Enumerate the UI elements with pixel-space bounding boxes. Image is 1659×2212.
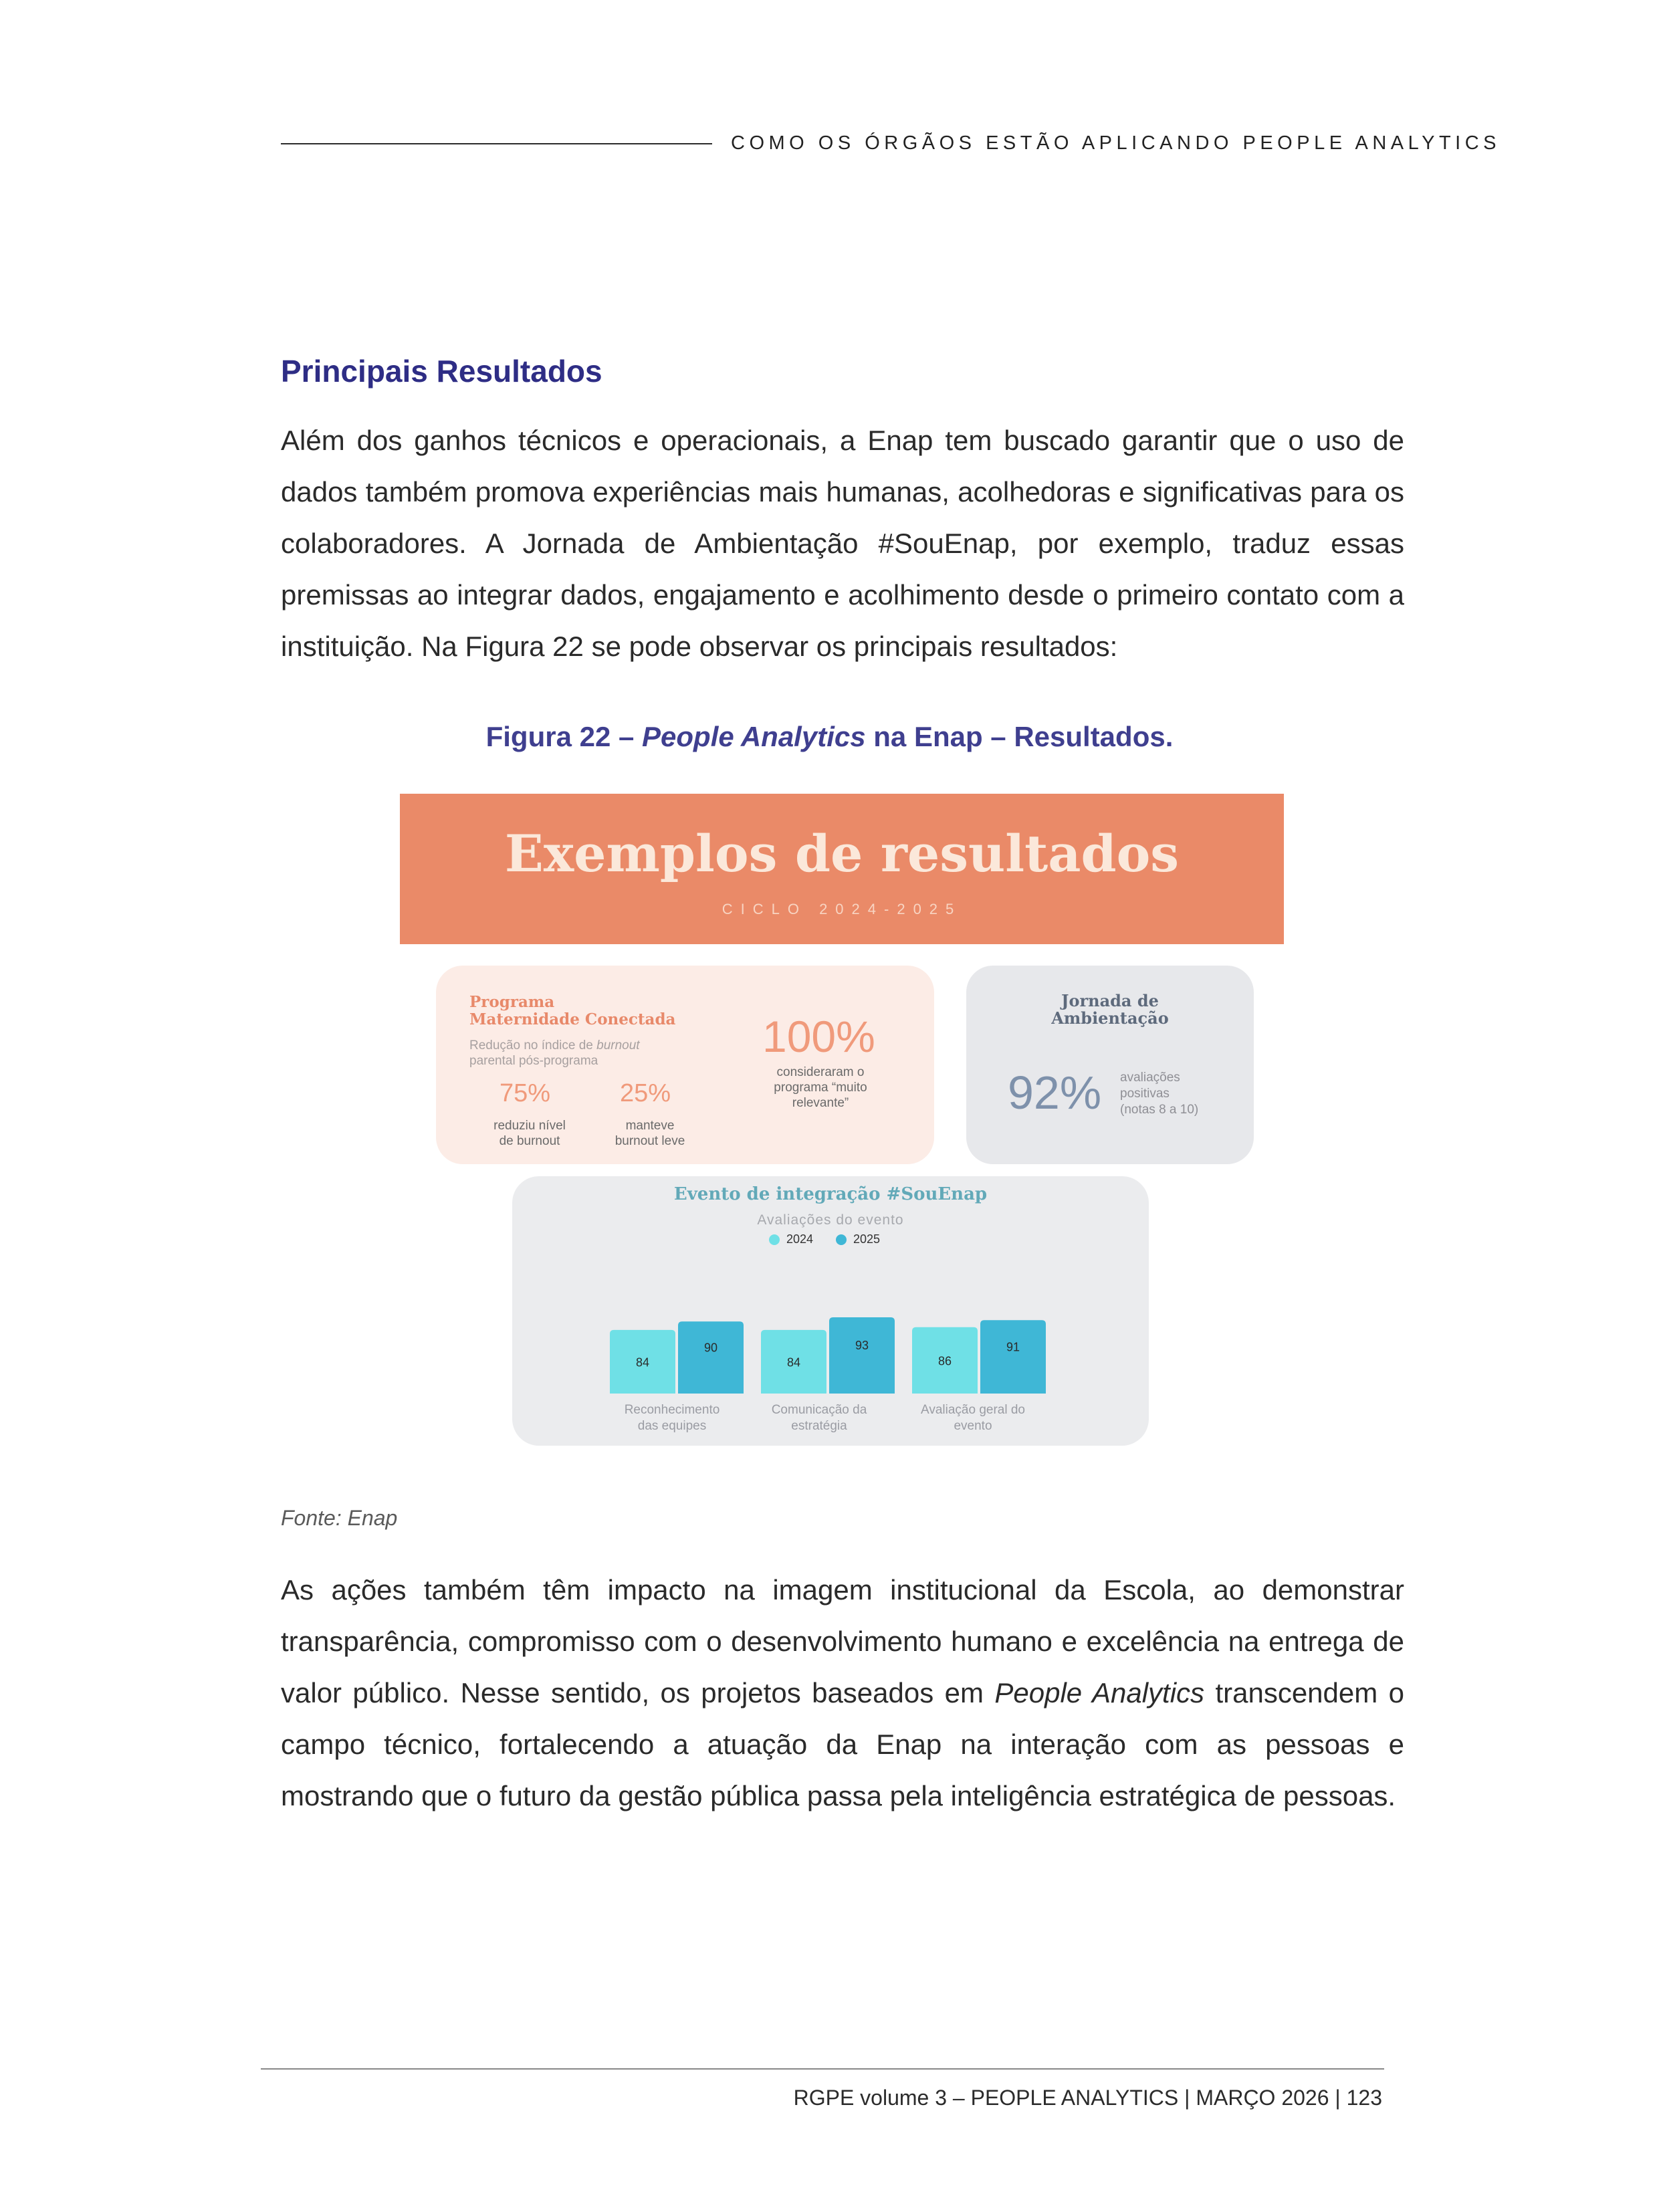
maternidade-title-line2: Maternidade Conectada (469, 1010, 676, 1028)
stat-25-label-line2: burnout leve (615, 1134, 685, 1148)
stat-75-label (479, 1118, 580, 1149)
jornada-card (966, 966, 1254, 1164)
bar-2025-1 (829, 1317, 895, 1394)
bar-label-2024-2: 86 (937, 1354, 952, 1368)
evento-chart-card (512, 1176, 1149, 1446)
category-label-reconhecimento (605, 1402, 739, 1434)
section-title: Principais Resultados (281, 354, 602, 389)
figure-source: Fonte: Enap (281, 1506, 398, 1530)
stat-25-label (600, 1118, 700, 1149)
maternidade-title (469, 994, 675, 1028)
stat-100-label-line2: programa “muito (774, 1081, 867, 1095)
footer-rule (261, 2068, 1384, 2070)
jornada-desc-line1: avaliações (1120, 1071, 1180, 1085)
body-paragraph-1: Além dos ganhos técnicos e operacionais, a Enap tem buscado garantir que o uso de dados também promova experiências mais humanas, acolhedoras e significativas para os colaboradores. A Jornada de Ambientação #SouEnap, por exemplo, traduz essas premissas ao integrar dados, engajamento e acolhimento desde o primeiro contato com a instituição. Na Figura 22 se pode observar os principais resultados: (281, 425, 1404, 662)
category-label-reconhecimento-line2: das equipes (637, 1419, 707, 1433)
stat-100-label-line1: consideraram o (776, 1065, 865, 1079)
caption-italic: People Analytics (642, 721, 866, 752)
p2-part1: As ações também têm impacto na imagem institucional da Escola, ao demonstrar transparência, compromisso com o desenvolvimento humano e excelência na entrega de valor público. Nesse sentido, os projetos baseados em (281, 1574, 1404, 1708)
jornada-description (1120, 1070, 1198, 1118)
bar-2025-2 (980, 1320, 1046, 1394)
body-paragraph-2 (281, 1564, 1404, 1821)
bar-label-2025-2: 91 (1006, 1340, 1020, 1354)
stat-75-value: 75% (500, 1079, 551, 1107)
stat-100-label (744, 1065, 897, 1111)
maternidade-description (469, 1038, 640, 1069)
stat-100-label-line3: relevante” (792, 1096, 849, 1110)
stat-25-label-line1: manteve (625, 1119, 675, 1133)
category-label-comunicacao-line1: Comunicação da (771, 1403, 867, 1417)
jornada-desc-line3: (notas 8 a 10) (1120, 1103, 1199, 1117)
caption-suffix: na Enap – Resultados. (865, 721, 1174, 752)
bar-label-2025-0: 90 (703, 1341, 718, 1355)
maternidade-title-line1: Programa (469, 993, 555, 1011)
jornada-title-line2: Ambientação (1051, 1008, 1169, 1028)
jornada-title (966, 992, 1254, 1027)
maternidade-card (436, 966, 934, 1164)
figure-banner (400, 794, 1284, 944)
bar-label-2025-1: 93 (855, 1338, 869, 1352)
stat-75-label-line1: reduziu nível (493, 1119, 566, 1133)
running-header: COMO OS ÓRGÃOS ESTÃO APLICANDO PEOPLE ANALYTICS (731, 132, 1501, 154)
jornada-title-line1: Jornada de (1061, 991, 1159, 1010)
jornada-desc-line2: positivas (1120, 1087, 1170, 1101)
maternidade-desc-line2: parental pós-programa (469, 1054, 598, 1068)
bar-2025-0 (678, 1321, 744, 1394)
p2-italic: People Analytics (994, 1677, 1205, 1708)
category-label-comunicacao-line2: estratégia (791, 1419, 847, 1433)
category-label-avaliacao-line1: Avaliação geral do (921, 1403, 1025, 1417)
maternidade-desc-italic: burnout (596, 1038, 640, 1053)
banner-subtitle: CICLO 2024-2025 (722, 901, 962, 917)
bar-label-2024-1: 84 (786, 1355, 801, 1369)
category-label-comunicacao (752, 1402, 886, 1434)
p2-part2: transcendem o campo técnico, fortalecendo a atuação da Enap na interação com as pessoas e mostrando que o futuro da gestão pública passa pela inteligência estratégica de pessoas. (281, 1677, 1404, 1811)
header-rule (281, 143, 712, 144)
category-label-avaliacao-line2: evento (954, 1419, 992, 1433)
caption-prefix: Figura 22 – (485, 721, 643, 752)
legend-label-2025: 2025 (853, 1232, 881, 1246)
stat-25-value: 25% (620, 1079, 671, 1107)
bar-label-2024-0: 84 (635, 1355, 650, 1369)
stat-75-label-line2: de burnout (499, 1134, 560, 1148)
chart-subtitle: Avaliações do evento (757, 1212, 904, 1228)
jornada-value: 92% (1008, 1067, 1102, 1119)
stat-100-value: 100% (762, 1012, 875, 1061)
maternidade-desc-part1: Redução no índice de (469, 1038, 597, 1053)
figure-caption (0, 721, 1659, 753)
banner-title: Exemplos de resultados (504, 824, 1180, 883)
chart-title: Evento de integração #SouEnap (673, 1184, 988, 1204)
category-label-reconhecimento-line1: Reconhecimento (624, 1403, 720, 1417)
page-footer: RGPE volume 3 – PEOPLE ANALYTICS | MARÇO 2026 | 123 (793, 2086, 1382, 2110)
legend-label-2024: 2024 (786, 1232, 814, 1246)
category-label-avaliacao (906, 1402, 1040, 1434)
